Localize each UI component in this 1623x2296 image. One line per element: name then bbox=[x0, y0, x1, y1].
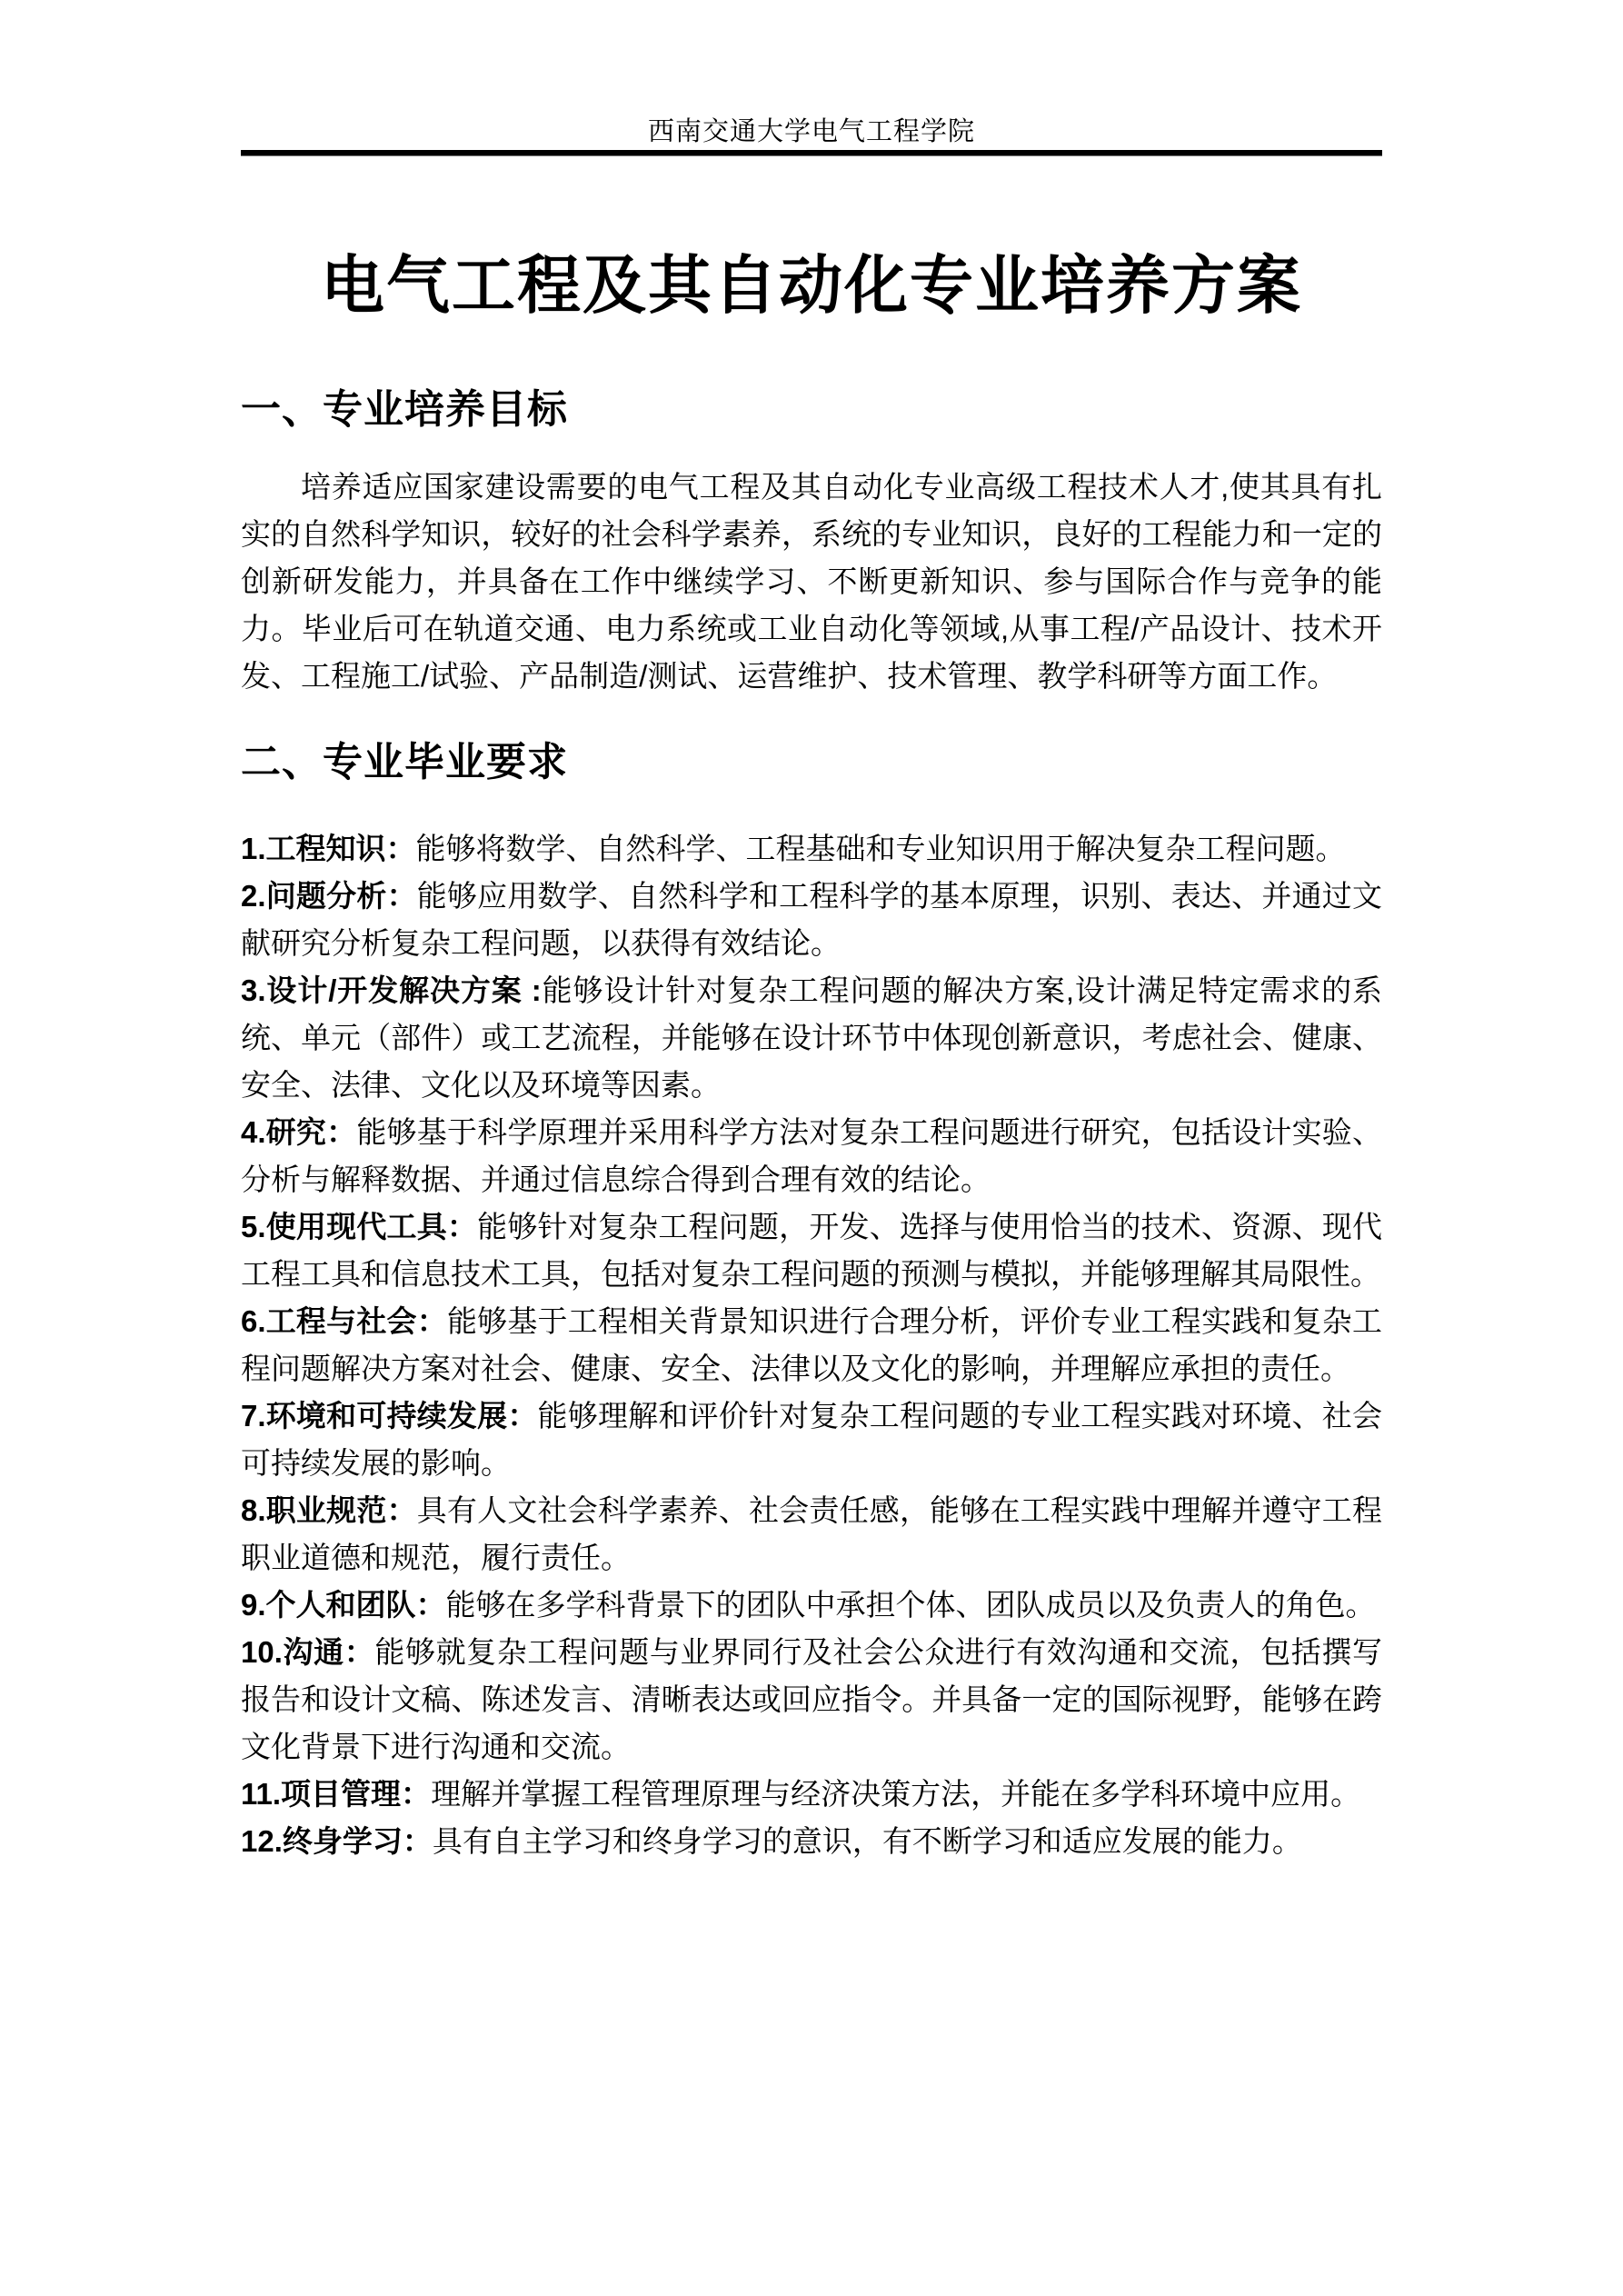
requirement-item-12 bbox=[241, 1818, 1382, 1865]
requirement-text: 能够在多学科背景下的团队中承担个体、团队成员以及负责人的角色。 bbox=[445, 1588, 1376, 1622]
document-content bbox=[241, 116, 1382, 1865]
requirement-label: 5.使用现代工具： bbox=[241, 1210, 478, 1243]
requirement-text: 能够就复杂工程问题与业界同行及社会公众进行有效沟通和交流，包括撰写报告和设计文稿、陈述发言、清晰表达或回应指令。并具备一定的国际视野，能够在跨文化背景下进行沟通和交流。 bbox=[241, 1635, 1383, 1763]
requirement-item-4 bbox=[241, 1109, 1382, 1203]
requirement-text: 理解并掌握工程管理原理与经济决策方法，并能在多学科环境中应用。 bbox=[431, 1777, 1361, 1811]
requirement-label: 1.工程知识： bbox=[241, 832, 416, 865]
requirement-item-5 bbox=[241, 1203, 1382, 1298]
training-goal-paragraph: 培养适应国家建设需要的电气工程及其自动化专业高级工程技术人才,使其具有扎实的自然科学知识，较好的社会科学素养，系统的专业知识，良好的工程能力和一定的创新研发能力，并具备在工作中继续学习、不断更新知识、参与国际合作与竞争的能力。毕业后可在轨道交通、电力系统或工业自动化等领域,从事工程/产品设计、技术开发、工程施工/试验、产品制造/测试、运营维护、技术管理、教学科研等方面工作。 bbox=[241, 470, 1382, 693]
section-heading-training-goal: 一、专业培养目标 bbox=[241, 387, 568, 432]
requirement-item-6 bbox=[241, 1298, 1382, 1393]
requirement-text: 能够理解和评价针对复杂工程问题的专业工程实践对环境、社会可持续发展的影响。 bbox=[241, 1399, 1382, 1480]
document-header: 西南交通大学电气工程学院 bbox=[647, 117, 975, 146]
requirement-item-8 bbox=[241, 1487, 1382, 1582]
header-rule bbox=[241, 150, 1382, 156]
requirement-label: 7.环境和可持续发展： bbox=[241, 1399, 538, 1433]
requirement-item-3 bbox=[241, 967, 1382, 1109]
requirement-text: 能够应用数学、自然科学和工程科学的基本原理，识别、表达、并通过文献研究分析复杂工程问题，以获得有效结论。 bbox=[241, 879, 1382, 960]
requirement-label: 6.工程与社会： bbox=[241, 1304, 447, 1338]
requirement-text: 具有自主学习和终身学习的意识，有不断学习和适应发展的能力。 bbox=[432, 1824, 1302, 1858]
requirement-item-7 bbox=[241, 1393, 1382, 1487]
requirement-label: 11.项目管理： bbox=[241, 1777, 432, 1811]
page-title: 电气工程及其自动化专业培养方案 bbox=[321, 250, 1302, 321]
requirement-text: 具有人文社会科学素养、社会责任感，能够在工程实践中理解并遵守工程职业道德和规范，履行责任。 bbox=[241, 1493, 1382, 1574]
requirement-item-11 bbox=[241, 1771, 1382, 1818]
requirement-text: 能够设计针对复杂工程问题的解决方案,设计满足特定需求的系统、单元（部件）或工艺流程，并能够在设计环节中体现创新意识，考虑社会、健康、安全、法律、文化以及环境等因素。 bbox=[241, 973, 1382, 1102]
requirement-item-1 bbox=[241, 825, 1382, 873]
requirement-item-10 bbox=[241, 1629, 1382, 1771]
requirement-text: 能够针对复杂工程问题，开发、选择与使用恰当的技术、资源、现代工程工具和信息技术工具，包括对复杂工程问题的预测与模拟，并能够理解其局限性。 bbox=[241, 1210, 1382, 1291]
requirement-label: 8.职业规范： bbox=[241, 1493, 417, 1527]
requirement-label: 4.研究： bbox=[241, 1115, 357, 1149]
requirement-item-2 bbox=[241, 873, 1382, 967]
requirement-text: 能够基于科学原理并采用科学方法对复杂工程问题进行研究，包括设计实验、分析与解释数据、并通过信息综合得到合理有效的结论。 bbox=[241, 1115, 1383, 1196]
requirement-item-9 bbox=[241, 1582, 1382, 1629]
requirement-label: 2.问题分析： bbox=[241, 879, 417, 913]
requirements-list bbox=[241, 825, 1382, 1865]
requirement-text: 能够将数学、自然科学、工程基础和专业知识用于解决复杂工程问题。 bbox=[415, 832, 1346, 865]
requirement-label: 9.个人和团队： bbox=[241, 1588, 446, 1622]
requirement-label: 12.终身学习： bbox=[241, 1824, 433, 1858]
requirement-label: 10.沟通： bbox=[241, 1635, 375, 1669]
section-heading-graduation-requirements: 二、专业毕业要求 bbox=[241, 740, 568, 784]
requirement-text: 能够基于工程相关背景知识进行合理分析，评价专业工程实践和复杂工程问题解决方案对社会、健康、安全、法律以及文化的影响，并理解应承担的责任。 bbox=[241, 1304, 1382, 1385]
requirement-label: 3.设计/开发解决方案 : bbox=[241, 973, 542, 1007]
